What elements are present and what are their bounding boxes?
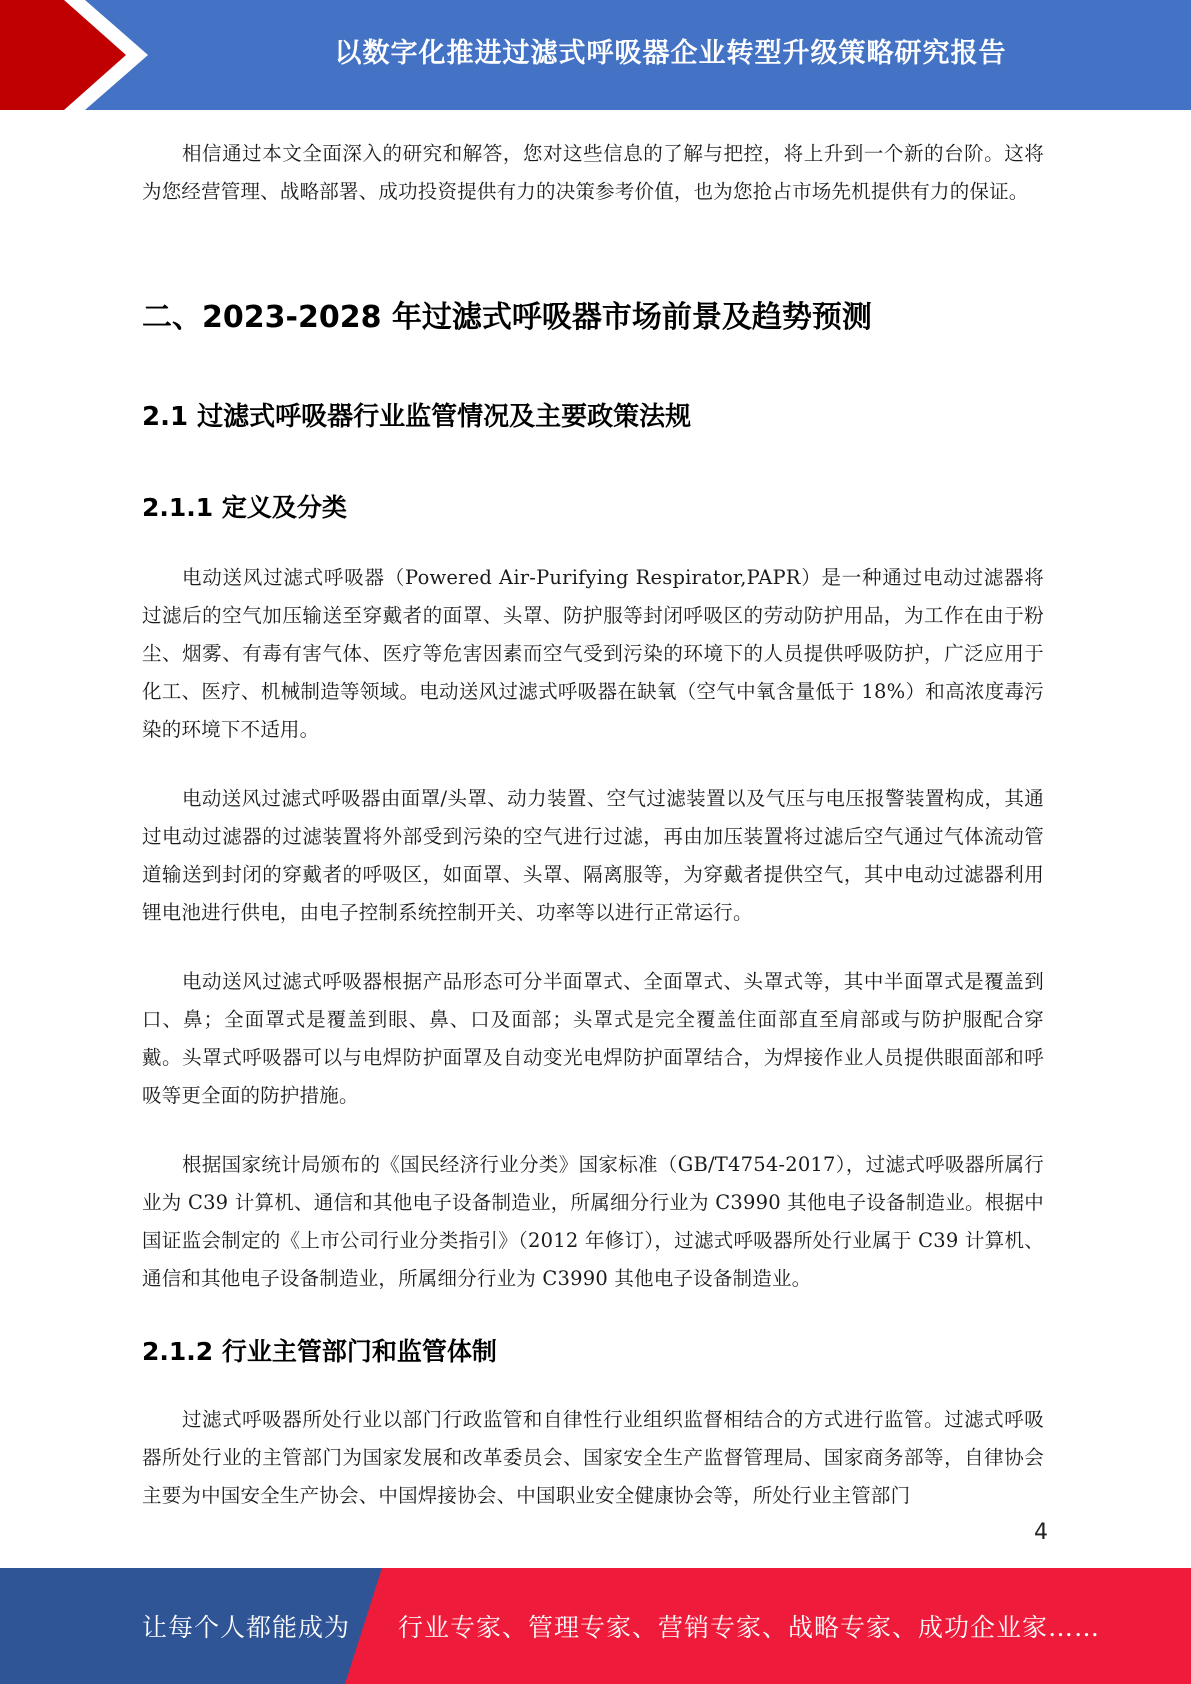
page-header (0, 0, 1191, 110)
subsubsection-heading-definition: 2.1.1 定义及分类 (142, 493, 347, 522)
header-title: 以数字化推进过滤式呼吸器企业转型升级策略研究报告 (334, 37, 1007, 69)
subsubsection-heading-regulation: 2.1.2 行业主管部门和监管体制 (142, 1337, 497, 1366)
footer-slogan-left: 让每个人都能成为 (142, 1613, 351, 1642)
paragraph-composition: 电动送风过滤式呼吸器由面罩/头罩、动力装置、空气过滤装置以及气压与电压报警装置构成，其通过电动过滤器的过滤装置将外部受到污染的空气进行过滤，再由加压装置将过滤后空气通过气体流动管道输送到封闭的穿戴者的呼吸区，如面罩、头罩、隔离服等，为穿戴者提供空气，其中电动过滤器利用锂电池进行供电，由电子控制系统控制开关、功率等以进行正常运行。 (142, 787, 1044, 924)
paragraph-regulation: 过滤式呼吸器所处行业以部门行政监管和自律性行业组织监督相结合的方式进行监管。过滤式呼吸器所处行业的主管部门为国家发展和改革委员会、国家安全生产监督管理局、国家商务部等，自律协会主要为中国安全生产协会、中国焊接协会、中国职业安全健康协会等，所处行业主管部门 (142, 1408, 1044, 1507)
page-number: 4 (1034, 1520, 1048, 1545)
paragraph-definition: 电动送风过滤式呼吸器（Powered Air-Purifying Respirator,PAPR）是一种通过电动过滤器将过滤后的空气加压输送至穿戴者的面罩、头罩、防护服等封闭呼吸区的劳动防护用品，为工作在由于粉尘、烟雾、有毒有害气体、医疗等危害因素而空气受到污染的环境下的人员提供呼吸防护，广泛应用于化工、医疗、机械制造等领域。电动送风过滤式呼吸器在缺氧（空气中氧含量低于 18%）和高浓度毒污染的环境下不适用。 (142, 566, 1044, 741)
intro-paragraph: 相信通过本文全面深入的研究和解答，您对这些信息的了解与把控，将上升到一个新的台阶。这将为您经营管理、战略部署、成功投资提供有力的决策参考价值，也为您抢占市场先机提供有力的保证。 (142, 142, 1044, 203)
section-heading: 二、2023-2028 年过滤式呼吸器市场前景及趋势预测 (142, 300, 872, 335)
footer-slogan-right: 行业专家、管理专家、营销专家、战略专家、成功企业家…… (398, 1613, 1101, 1642)
paragraph-industry-class: 根据国家统计局颁布的《国民经济行业分类》国家标准（GB/T4754-2017），过滤式呼吸器所属行业为 C39 计算机、通信和其他电子设备制造业，所属细分行业为 C3990 其他电子设备制造业。根据中国证监会制定的《上市公司行业分类指引》（2012 年修订），过滤式呼吸器所处行业属于 C39 计算机、通信和其他电子设备制造业，所属细分行业为 C3990 其他电子设备制造业。 (142, 1153, 1044, 1290)
header-arrow-decoration (0, 0, 160, 110)
page-footer (0, 1568, 1191, 1684)
paragraph-classification: 电动送风过滤式呼吸器根据产品形态可分半面罩式、全面罩式、头罩式等，其中半面罩式是覆盖到口、鼻；全面罩式是覆盖到眼、鼻、口及面部；头罩式是完全覆盖住面部直至肩部或与防护服配合穿戴。头罩式呼吸器可以与电焊防护面罩及自动变光电焊防护面罩结合，为焊接作业人员提供眼面部和呼吸等更全面的防护措施。 (142, 970, 1044, 1107)
subsection-heading: 2.1 过滤式呼吸器行业监管情况及主要政策法规 (142, 402, 692, 432)
